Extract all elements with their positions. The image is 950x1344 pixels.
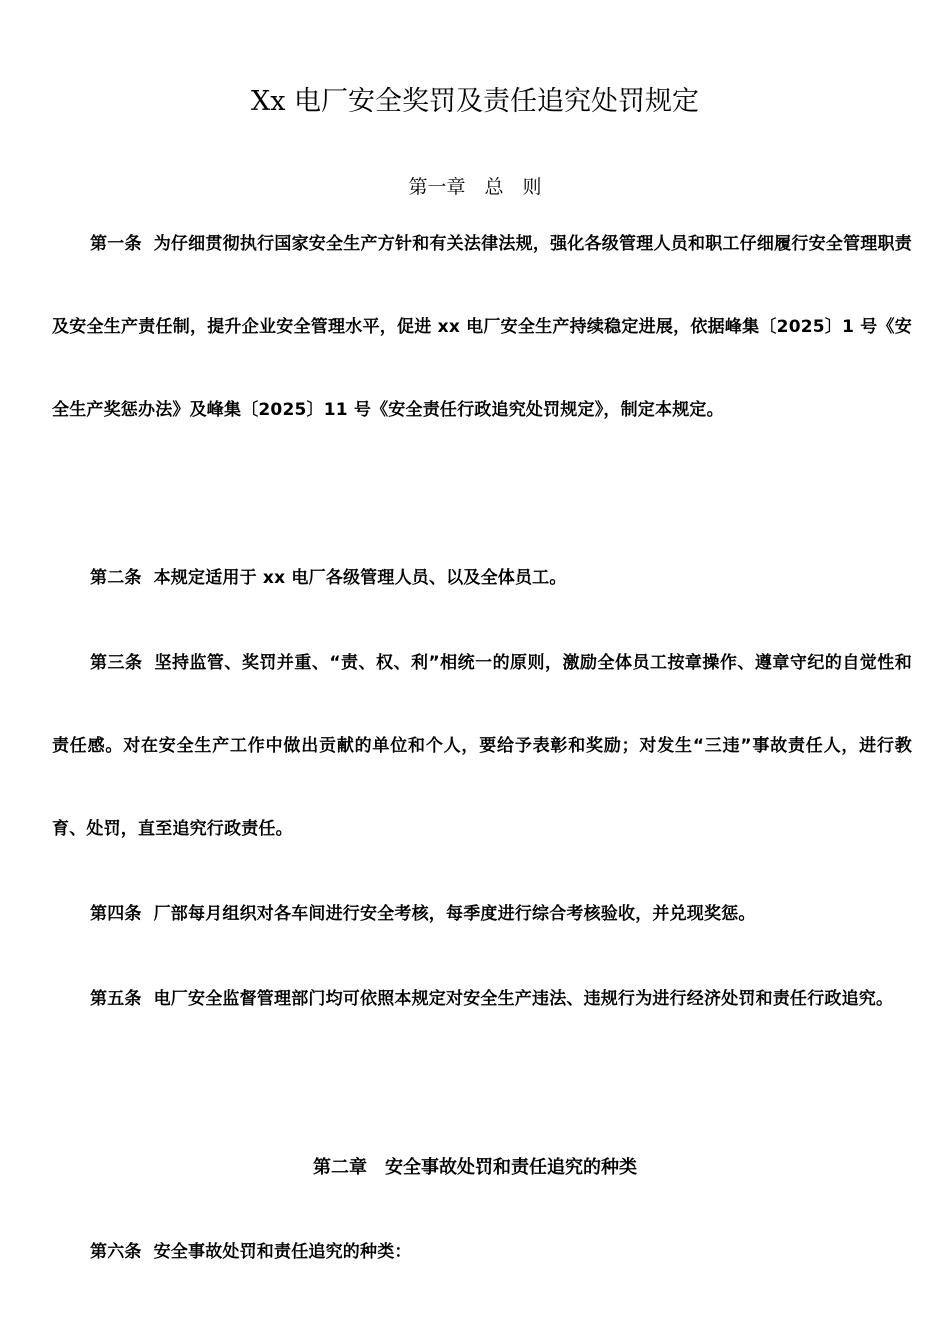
article-6-text: 安全事故处罚和责任追究的种类： <box>153 1242 412 1262</box>
article-3-text: 坚持监管、奖罚并重、“责、权、利”相统一的原则，激励全体员工按章操作、遵章守纪的自觉性和责任感。对在安全生产工作中做出贡献的单位和个人，要给予表彰和奖励；对发生“三违”事故责任人，进行教育、处罚，直至追究行政责任。 <box>52 653 912 839</box>
article-1-text: 为仔细贯彻执行国家安全生产方针和有关法律法规，强化各级管理人员和职工仔细履行安全管理职责及安全生产责任制，提升企业安全管理水平，促进 xx 电厂安全生产持续稳定进展，依据峰集〔2025〕1 号《安全生产奖惩办法》及峰集〔2025〕11 号《安全责任行政追究处罚规定》，制定本规定。 <box>52 234 912 420</box>
article-4 <box>52 873 912 956</box>
document-title: Xx 电厂安全奖罚及责任追究处罚规定 <box>250 86 700 117</box>
article-2 <box>52 537 912 620</box>
article-4-text: 厂部每月组织对各车间进行安全考核，每季度进行综合考核验收，并兑现奖惩。 <box>153 904 756 924</box>
article-1-label: 第一条 <box>90 234 142 254</box>
article-5-label: 第五条 <box>90 989 142 1009</box>
chapter-1-title: 第一章 总 则 <box>408 176 542 198</box>
article-2-label: 第二条 <box>90 568 142 588</box>
article-6 <box>52 1211 912 1294</box>
article-2-text: 本规定适用于 xx 电厂各级管理人员、以及全体员工。 <box>153 568 567 588</box>
article-5 <box>52 958 912 1041</box>
chapter-2-title: 第二章 安全事故处罚和责任追究的种类 <box>313 1157 637 1178</box>
article-3 <box>52 622 912 871</box>
article-5-text: 电厂安全监督管理部门均可依照本规定对安全生产违法、违规行为进行经济处罚和责任行政追究。 <box>153 989 894 1009</box>
article-4-label: 第四条 <box>90 904 142 924</box>
article-1 <box>52 203 912 452</box>
article-3-label: 第三条 <box>90 653 143 673</box>
article-6-label: 第六条 <box>90 1242 142 1262</box>
